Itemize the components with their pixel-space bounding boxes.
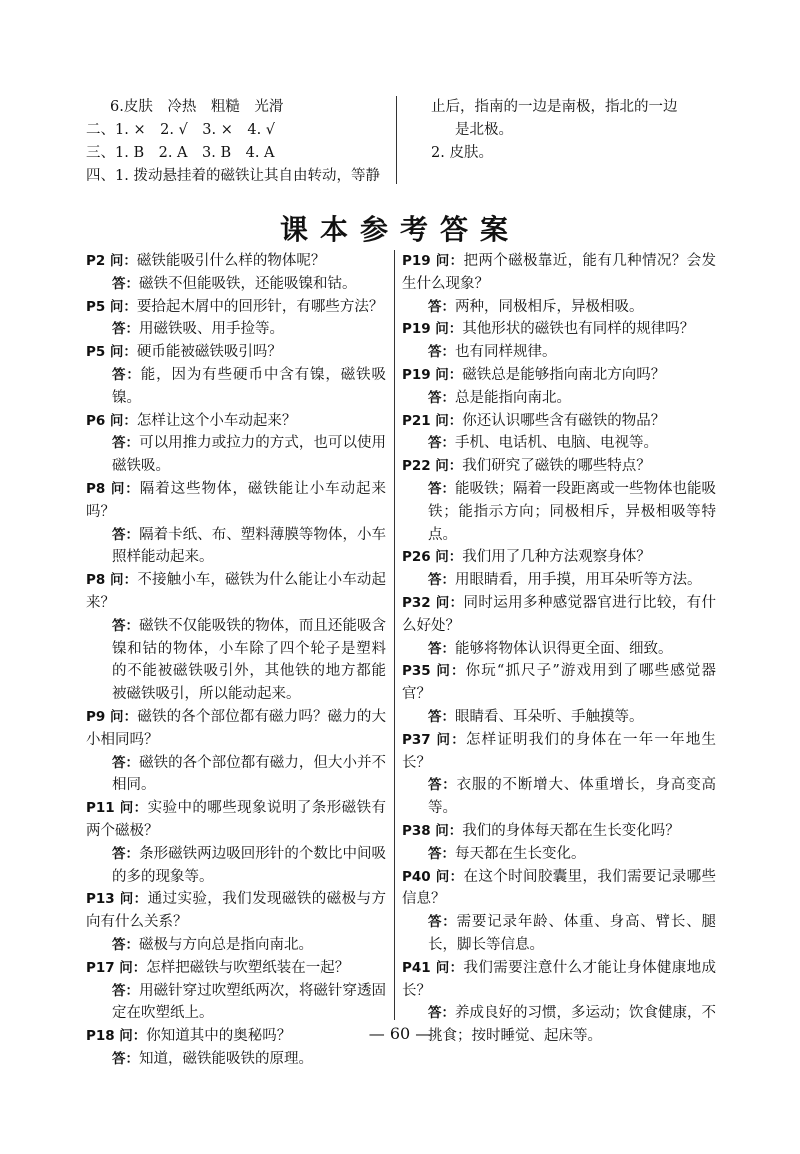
question-text: 你知道其中的奥秘吗？: [146, 1028, 292, 1045]
qa-column-left: [86, 250, 386, 1071]
answer-marker: 答：: [428, 845, 455, 862]
question-label: P38: [402, 822, 431, 839]
question-marker: 问：: [435, 321, 463, 338]
question-label: P18: [86, 1028, 115, 1045]
question: [402, 866, 716, 912]
answer-marker: 答：: [428, 708, 455, 725]
page-number: — 60 —: [368, 1024, 432, 1043]
question-text: 我们的身体每天都在生长变化吗？: [462, 822, 680, 839]
answer-marker: 答：: [428, 344, 455, 361]
question-marker: 问：: [436, 731, 466, 748]
question: [86, 797, 386, 843]
question-label: P37: [402, 731, 431, 748]
question: [402, 455, 716, 478]
question-marker: 问：: [110, 708, 138, 725]
answer: [86, 318, 386, 341]
question-marker: 问：: [435, 822, 463, 839]
answer-text: 手机、电话机、电脑、电视等。: [455, 435, 658, 452]
answer: [402, 387, 716, 410]
question-label: P5: [86, 298, 106, 315]
answer-marker: 答：: [428, 389, 455, 406]
answer: [86, 524, 386, 570]
qa-item: [86, 296, 386, 342]
question-text: 怎样证明我们的身体在一年一年地生长？: [402, 731, 717, 771]
answer-marker: 答：: [112, 617, 140, 634]
question-marker: 问：: [119, 959, 147, 976]
question-label: P11: [86, 800, 115, 817]
answer-line: 止后，指南的一边是南极，指北的一边: [431, 99, 678, 115]
question: [86, 250, 386, 273]
question-label: P9: [86, 708, 106, 725]
question-marker: 问：: [435, 868, 464, 885]
answer-text: 两种，同极相斥，异极相吸。: [455, 298, 644, 315]
exercise-answers-section: [86, 96, 716, 186]
question: [402, 546, 716, 569]
answer-line: 三、1. B 2. A 3. B 4. A: [86, 145, 275, 161]
question-marker: 问：: [110, 480, 140, 497]
question: [86, 569, 386, 615]
qa-item: [86, 341, 386, 409]
answer: [402, 296, 716, 319]
column-divider: [396, 96, 397, 184]
answer-text: 能吸铁；隔着一段距离或一些物体也能吸铁；能指示方向；同极相斥，异极相吸等特点。: [428, 480, 716, 543]
qa-item: [402, 364, 716, 410]
answer-marker: 答：: [428, 914, 457, 931]
answer-text: 能够将物体认识得更全面、细致。: [455, 640, 673, 657]
answer-marker: 答：: [112, 321, 139, 338]
answer-text: 磁极与方向总是指向南北。: [139, 936, 313, 953]
answer: [86, 1048, 386, 1071]
answer-marker: 答：: [428, 298, 455, 315]
answer: [86, 364, 386, 410]
question: [402, 250, 716, 296]
answer-marker: 答：: [112, 1050, 139, 1067]
answer: [402, 706, 716, 729]
answer-marker: 答：: [112, 845, 140, 862]
question-marker: 问：: [435, 253, 464, 269]
answer-text: 可以用推力或拉力的方式，也可以使用磁铁吸。: [112, 435, 387, 475]
question-marker: 问：: [435, 594, 464, 611]
qa-item: [402, 546, 716, 592]
qa-item: [86, 797, 386, 888]
qa-item: [402, 660, 716, 728]
qa-column-right: [402, 250, 716, 1048]
question-label: P19: [402, 366, 431, 383]
answer-marker: 答：: [112, 754, 140, 771]
answer: [402, 774, 716, 820]
question-text: 硬币能被磁铁吸引吗？: [136, 344, 282, 361]
answer-text: 知道，磁铁能吸铁的原理。: [139, 1050, 313, 1067]
question-text: 不接触小车，磁铁为什么能让小车动起来？: [86, 572, 387, 611]
answer: [402, 638, 716, 661]
answer: [402, 341, 716, 364]
qa-item: [86, 478, 386, 569]
question: [402, 364, 716, 387]
question-label: P17: [86, 959, 115, 976]
answer-line: 6.皮肤 冷热 粗糙 光滑: [110, 99, 284, 115]
question-marker: 问：: [119, 1028, 147, 1045]
qa-item: [402, 318, 716, 364]
question-text: 我们用了几种方法观察身体？: [462, 549, 651, 566]
question-text: 通过实验，我们发现磁铁的磁极与方向有什么关系？: [86, 891, 387, 931]
question-label: P35: [402, 663, 431, 680]
exercise-answers-left: [86, 96, 391, 188]
question-label: P22: [402, 458, 431, 475]
question-text: 实验中的哪些现象说明了条形磁铁有两个磁极？: [86, 800, 387, 839]
question-marker: 问：: [435, 549, 463, 566]
question-text: 我们研究了磁铁的哪些特点？: [462, 458, 651, 475]
question-marker: 问：: [435, 959, 464, 976]
answer: [86, 615, 386, 706]
question-text: 怎样把磁铁与吹塑纸装在一起？: [146, 959, 350, 976]
question-label: P5: [86, 344, 106, 361]
question-label: P26: [402, 549, 431, 566]
question-label: P21: [402, 412, 431, 429]
answer-marker: 答：: [112, 982, 140, 999]
answer-text: 总是能指向南北。: [455, 389, 571, 406]
question-marker: 问：: [435, 366, 463, 383]
answer-marker: 答：: [428, 480, 455, 497]
answer-marker: 答：: [428, 1005, 455, 1022]
question: [402, 592, 716, 638]
question: [402, 410, 716, 433]
answer: [86, 432, 386, 478]
question-label: P8: [86, 572, 106, 589]
question-marker: 问：: [110, 572, 138, 589]
column-divider: [394, 250, 395, 1020]
section-title: 课本参考答案: [279, 213, 520, 246]
question-text: 隔着这些物体，磁铁能让小车动起来吗？: [86, 480, 387, 520]
question-marker: 问：: [109, 253, 137, 269]
question-marker: 问：: [109, 344, 137, 361]
question: [86, 341, 386, 364]
question: [86, 888, 386, 934]
answer: [86, 752, 386, 798]
answer: [402, 569, 716, 592]
qa-item: [402, 250, 716, 318]
qa-item: [402, 820, 716, 866]
answer: [402, 911, 716, 957]
question-text: 你玩“抓尺子”游戏用到了哪些感觉器官？: [402, 663, 716, 703]
question: [86, 478, 386, 524]
qa-item: [402, 592, 716, 660]
answer-text: 用磁铁吸、用手捡等。: [139, 321, 284, 338]
answer-marker: 答：: [112, 936, 139, 953]
question-text: 我们需要注意什么才能让身体健康地成长？: [402, 959, 717, 999]
answer-marker: 答：: [428, 777, 457, 794]
question-label: P19: [402, 321, 431, 338]
qa-item: [402, 729, 716, 820]
question-marker: 问：: [436, 663, 466, 680]
answer-text: 磁铁的各个部位都有磁力，但大小并不相同。: [112, 754, 387, 794]
answer-marker: 答：: [428, 572, 455, 589]
question-marker: 问：: [119, 800, 148, 817]
answer: [402, 432, 716, 455]
question-marker: 问：: [109, 412, 137, 429]
question: [402, 820, 716, 843]
question-text: 同时运用多种感觉器官进行比较，有什么好处？: [402, 594, 717, 634]
answer: [402, 843, 716, 866]
question-text: 在这个时间胶囊里，我们需要记录哪些信息？: [402, 868, 717, 908]
answer: [86, 843, 386, 889]
answer-line: 二、1. × 2. √ 3. × 4. √: [86, 122, 276, 138]
answer-text: 眼睛看、耳朵听、手触摸等。: [455, 708, 644, 725]
question-marker: 问：: [435, 458, 463, 475]
answer-marker: 答：: [428, 435, 455, 452]
question-text: 磁铁的各个部位都有磁力吗？磁力的大小相同吗？: [86, 708, 387, 748]
question: [86, 296, 386, 319]
qa-item: [86, 569, 386, 706]
question-label: P32: [402, 594, 431, 611]
question-text: 把两个磁极靠近，能有几种情况？会发生什么现象？: [402, 253, 717, 292]
qa-item: [86, 250, 386, 296]
question: [86, 706, 386, 752]
answer-text: 隔着卡纸、布、塑料薄膜等物体，小车照样能动起来。: [112, 526, 387, 566]
question-text: 怎样让这个小车动起来？: [136, 412, 297, 429]
question: [402, 957, 716, 1003]
question: [86, 957, 386, 980]
answer-text: 也有同样规律。: [455, 344, 557, 361]
question-label: P2: [86, 253, 106, 269]
answer-marker: 答：: [112, 366, 141, 383]
question-text: 其他形状的磁铁也有同样的规律吗？: [462, 321, 695, 338]
question-label: P6: [86, 412, 106, 429]
question-marker: 问：: [109, 298, 137, 315]
qa-item: [402, 866, 716, 957]
answer: [86, 980, 386, 1026]
qa-item: [402, 410, 716, 456]
question-label: P8: [86, 480, 106, 497]
answer-text: 条形磁铁两边吸回形针的个数比中间吸的多的现象等。: [112, 845, 387, 885]
answer-line: 四、1. 拨动悬挂着的磁铁让其自由转动，等静: [86, 168, 380, 184]
qa-item: [86, 888, 386, 956]
answer-text: 每天都在生长变化。: [455, 845, 586, 862]
answer-text: 养成良好的习惯，多运动；饮食健康，不挑食；按时睡觉、起床等。: [428, 1005, 716, 1045]
answer-line: 2. 皮肤。: [431, 145, 493, 161]
question: [402, 660, 716, 706]
qa-item: [402, 455, 716, 546]
answer: [402, 478, 716, 546]
question-label: P40: [402, 868, 431, 885]
answer-text: 磁铁不仅能吸铁的物体，而且还能吸含镍和钴的物体，小车除了四个轮子是塑料的不能被磁铁吸引外，其他铁的地方都能被磁铁吸引，所以能动起来。: [112, 617, 387, 703]
question: [86, 410, 386, 433]
question-text: 你还认识哪些含有磁铁的物品？: [462, 412, 666, 429]
question-marker: 问：: [435, 412, 463, 429]
question: [402, 318, 716, 341]
question-label: P19: [402, 253, 431, 269]
question-text: 磁铁能吸引什么样的物体呢？: [136, 253, 326, 269]
question-text: 磁铁总是能够指向南北方向吗？: [462, 366, 666, 383]
answer-text: 衣服的不断增大、体重增长，身高变高等。: [428, 777, 717, 817]
answer-marker: 答：: [112, 275, 139, 292]
exercise-answers-right: [431, 96, 721, 165]
answer-text: 用眼睛看，用手摸，用耳朵听等方法。: [455, 572, 702, 589]
answer: [86, 273, 386, 296]
answer-text: 需要记录年龄、体重、身高、臂长、腿长，脚长等信息。: [428, 914, 717, 953]
answer-text: 能，因为有些硬币中含有镍，磁铁吸镍。: [112, 366, 386, 406]
qa-item: [86, 410, 386, 478]
question-text: 要拾起木屑中的回形针，有哪些方法？: [136, 298, 384, 315]
answer-marker: 答：: [112, 526, 140, 543]
question-label: P13: [86, 891, 115, 908]
answer-marker: 答：: [428, 640, 455, 657]
answer-line: 是北极。: [455, 122, 513, 138]
question: [402, 729, 716, 775]
answer-text: 用磁针穿过吹塑纸两次，将磁针穿透固定在吹塑纸上。: [112, 982, 387, 1022]
answer-marker: 答：: [112, 435, 140, 452]
answer: [86, 934, 386, 957]
question-marker: 问：: [119, 891, 148, 908]
answer-text: 磁铁不但能吸铁，还能吸镍和钴。: [139, 275, 357, 292]
qa-item: [86, 706, 386, 797]
question-label: P41: [402, 959, 431, 976]
qa-item: [86, 957, 386, 1025]
